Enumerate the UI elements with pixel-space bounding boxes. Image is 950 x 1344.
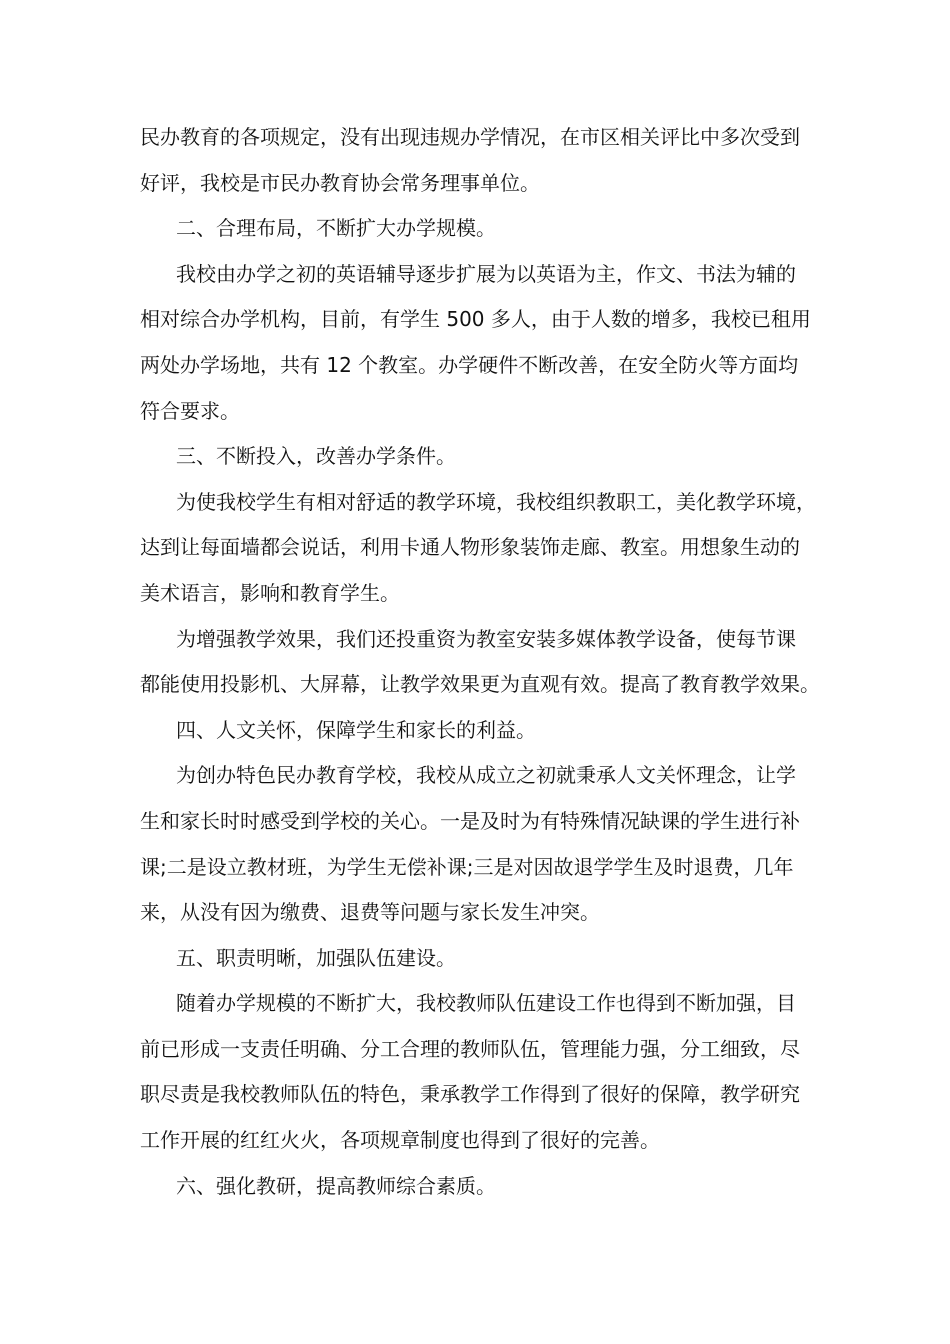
text-line: 工作开展的红红火火，各项规章制度也得到了很好的完善。 — [140, 1128, 660, 1153]
text-line: 前已形成一支责任明确、分工合理的教师队伍，管理能力强，分工细致，尽 — [140, 1036, 800, 1061]
section-heading: 二、合理布局，不断扩大办学规模。 — [176, 216, 496, 241]
text-line: 生和家长时时感受到学校的关心。一是及时为有特殊情况缺课的学生进行补 — [140, 808, 800, 833]
text-line: 为创办特色民办教育学校，我校从成立之初就秉承人文关怀理念，让学 — [176, 763, 796, 788]
section-heading: 四、人文关怀，保障学生和家长的利益。 — [176, 717, 536, 742]
text-line: 随着办学规模的不断扩大，我校教师队伍建设工作也得到不断加强，目 — [176, 991, 796, 1016]
text-line: 美术语言，影响和教育学生。 — [140, 580, 400, 605]
text-line: 好评，我校是市民办教育协会常务理事单位。 — [140, 170, 540, 195]
text-line: 来，从没有因为缴费、退费等问题与家长发生冲突。 — [140, 900, 600, 925]
section-heading: 五、职责明晰，加强队伍建设。 — [176, 945, 456, 970]
text-line: 职尽责是我校教师队伍的特色，秉承教学工作得到了很好的保障，教学研究 — [140, 1082, 800, 1107]
text-line: 相对综合办学机构，目前，有学生 500 多人，由于人数的增多，我校已租用 — [140, 307, 811, 332]
text-line: 符合要求。 — [140, 398, 240, 423]
text-line: 课;二是设立教材班，为学生无偿补课;三是对因故退学学生及时退费，几年 — [140, 854, 794, 879]
text-line: 为使我校学生有相对舒适的教学环境，我校组织教职工，美化教学环境， — [176, 489, 816, 514]
section-heading: 三、不断投入，改善办学条件。 — [176, 444, 456, 469]
text-line: 民办教育的各项规定，没有出现违规办学情况，在市区相关评比中多次受到 — [140, 125, 800, 149]
document-body — [140, 115, 820, 1209]
section-heading: 六、强化教研，提高教师综合素质。 — [176, 1173, 496, 1198]
text-line: 两处办学场地，共有 12 个教室。办学硬件不断改善，在安全防火等方面均 — [140, 352, 799, 377]
text-line: 都能使用投影机、大屏幕，让教学效果更为直观有效。提高了教育教学效果。 — [140, 672, 820, 697]
text-line: 为增强教学效果，我们还投重资为教室安装多媒体教学设备，使每节课 — [176, 626, 796, 651]
text-line: 我校由办学之初的英语辅导逐步扩展为以英语为主，作文、书法为辅的 — [176, 261, 796, 286]
text-line: 达到让每面墙都会说话，利用卡通人物形象装饰走廊、教室。用想象生动的 — [140, 535, 800, 560]
